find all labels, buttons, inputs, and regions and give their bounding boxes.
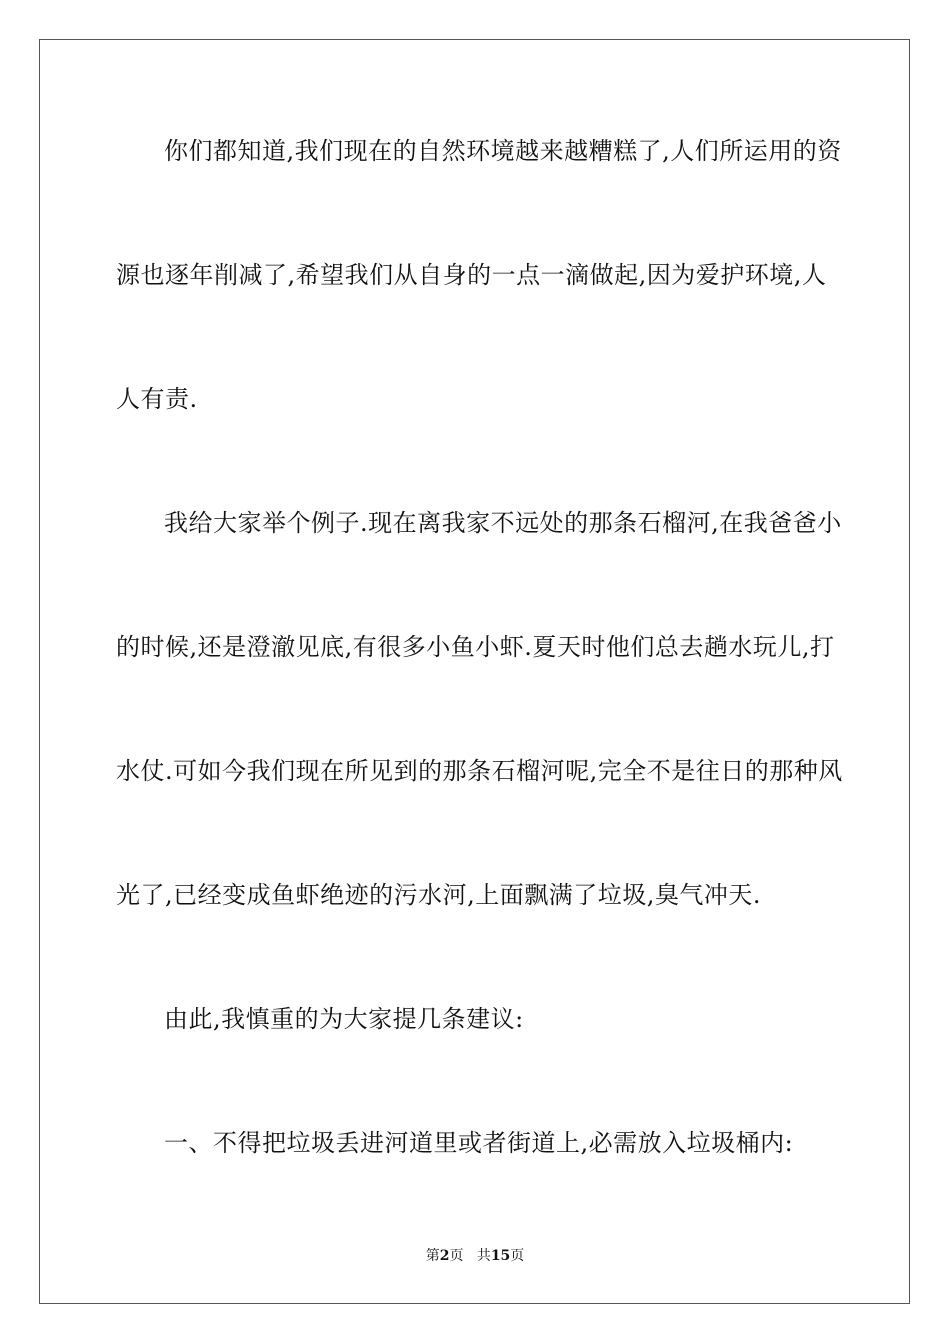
page-prefix: 第 (425, 1248, 440, 1264)
paragraph-1-line-3: 人有责. (116, 385, 198, 413)
paragraph-2-line-1: 我给大家举个例子.现在离我家不远处的那条石榴河,在我爸爸小 (164, 509, 842, 537)
paragraph-1-line-1: 你们都知道,我们现在的自然环境越来越糟糕了,人们所运用的资 (164, 137, 842, 165)
paragraph-1-line-2: 源也逐年削减了,希望我们从自身的一点一滴做起,因为爱护环境,人 (116, 261, 827, 289)
page-footer (0, 1247, 950, 1265)
total-suffix: 页 (510, 1248, 525, 1264)
suggestion-1-line-1: 一、不得把垃圾丢进河道里或者街道上,必需放入垃圾桶内: (164, 1129, 794, 1157)
paragraph-2-line-2: 的时候,还是澄澈见底,有很多小鱼小虾.夏天时他们总去趟水玩儿,打 (116, 633, 835, 661)
paragraph-2-line-4: 光了,已经变成鱼虾绝迹的污水河,上面飘满了垃圾,臭气冲天. (116, 881, 762, 909)
page-number: 2 (439, 1248, 450, 1264)
paragraph-2-line-3: 水仗.可如今我们现在所见到的那条石榴河呢,完全不是往日的那种风 (116, 757, 843, 785)
total-pages: 15 (490, 1248, 511, 1264)
total-prefix: 共 (476, 1248, 491, 1264)
page-suffix: 页 (449, 1248, 464, 1264)
paragraph-3-line-1: 由此,我慎重的为大家提几条建议: (164, 1005, 524, 1033)
page-border (39, 39, 910, 1304)
